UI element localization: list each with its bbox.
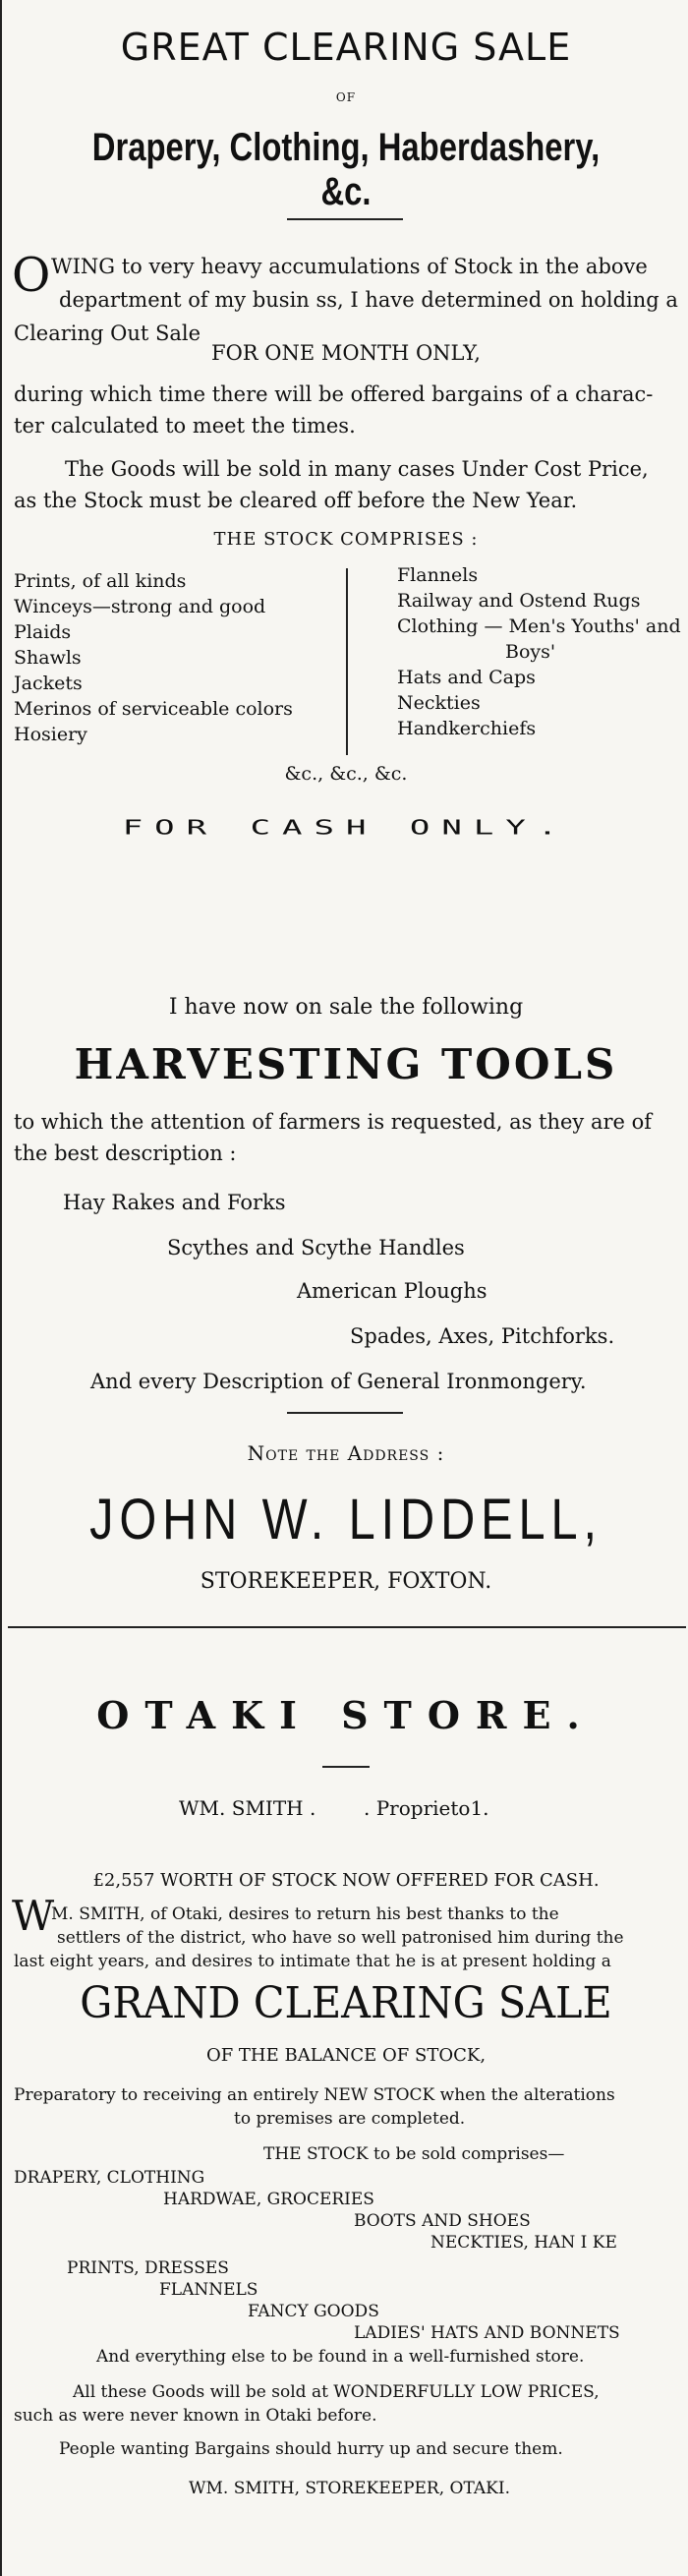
month-only: FOR ONE MONTH ONLY, [211, 341, 481, 365]
during-line-2: ter calculated to meet the times. [14, 414, 356, 438]
divider [287, 218, 403, 220]
farmers-line-1: to which the attention of farmers is requested, as they are of [14, 1110, 653, 1134]
proprietor-label: . Proprieto1. [364, 1796, 489, 1820]
thanks-line-1: M. SMITH, of Otaki, desires to return his best thanks to the [51, 1904, 559, 1924]
list-item: Hats and Caps [397, 667, 536, 688]
list-item: BOOTS AND SHOES [354, 2211, 531, 2231]
thanks-line-3: last eight years, and desires to intimate that he is at present holding a [14, 1952, 611, 1971]
grand-sale: GRAND CLEARING SALE [80, 1978, 612, 2028]
bargains-line: People wanting Bargains should hurry up and secure them. [59, 2439, 563, 2459]
intro-line-2: department of my busin ss, I have determined on holding a [59, 288, 678, 312]
stock-heading-2: THE STOCK to be sold comprises— [263, 2144, 565, 2164]
during-line-1: during which time there will be offered bargains of a charac- [14, 382, 654, 406]
column-divider [346, 568, 348, 755]
subhead: Drapery, Clothing, Haberdashery, &c. [91, 126, 601, 213]
low-prices-1: All these Goods will be sold at WONDERFULLY LOW PRICES, [73, 2382, 600, 2402]
etc-line: &c., &c., &c. [284, 763, 408, 785]
list-item: Winceys—strong and good [14, 596, 266, 617]
divider [287, 1412, 403, 1414]
intro-line-1: WING to very heavy accumulations of Stock in the above [51, 255, 648, 278]
storekeeper-line: STOREKEEPER, FOXTON. [200, 1569, 492, 1594]
list-item: FANCY GOODS [248, 2302, 379, 2321]
list-item: Shawls [14, 647, 82, 669]
ironmongery: And every Description of General Ironmongery. [90, 1370, 587, 1393]
tools-heading: HARVESTING TOOLS [74, 1040, 618, 1088]
divider [322, 1766, 370, 1768]
list-item: Prints, of all kinds [14, 570, 187, 592]
stock-list-left [14, 568, 293, 747]
store-name: OTAKI STORE. [96, 1693, 596, 1737]
stock-list-right [397, 562, 681, 741]
list-item: Clothing — Men's Youths' and [397, 615, 681, 637]
list-item: Merinos of serviceable colors [14, 698, 293, 720]
tool-item: Scythes and Scythe Handles [167, 1236, 465, 1259]
tool-item: American Ploughs [297, 1279, 487, 1303]
tool-item: Hay Rakes and Forks [63, 1191, 286, 1214]
intro-line-3: Clearing Out Sale [14, 322, 201, 345]
list-item: Railway and Ostend Rugs [397, 590, 641, 612]
proprietor: WM. SMITH . [179, 1796, 316, 1820]
farmers-line-2: the best description : [14, 1142, 237, 1165]
stock-offer: £2,557 WORTH OF STOCK NOW OFFERED FOR CASH. [92, 1870, 600, 1891]
list-item: DRAPERY, CLOTHING [14, 2168, 205, 2188]
low-prices-2: such as were never known in Otaki before. [14, 2406, 377, 2426]
list-item: FLANNELS [159, 2280, 258, 2300]
tool-item: Spades, Axes, Pitchforks. [350, 1324, 615, 1348]
on-sale: I have now on sale the following [168, 995, 524, 1020]
proprietor-name: JOHN W. LIDDELL, [89, 1488, 602, 1551]
list-item: PRINTS, DRESSES [67, 2258, 229, 2278]
list-item: LADIES' HATS AND BONNETS [354, 2323, 620, 2343]
stock-heading: THE STOCK COMPRISES : [213, 529, 479, 550]
drop-cap: O [12, 248, 51, 303]
goods-line-1: The Goods will be sold in many cases Under Cost Price, [65, 457, 649, 481]
cash-only: FOR CASH ONLY. [122, 816, 570, 840]
section-divider [8, 1626, 686, 1628]
drop-cap: W [12, 1892, 55, 1940]
list-item: Jackets [14, 673, 83, 694]
goods-line-2: as the Stock must be cleared off before the New Year. [14, 489, 578, 512]
list-item: Plaids [14, 621, 72, 643]
headline: GREAT CLEARING SALE [120, 26, 572, 69]
thanks-line-2: settlers of the district, who have so well patronised him during the [57, 1928, 624, 1948]
list-item: Boys' [505, 641, 556, 663]
prep-line-1: Preparatory to receiving an entirely NEW STOCK when the alterations [14, 2085, 615, 2105]
list-item: Neckties [397, 692, 481, 714]
everything-line: And everything else to be found in a well-furnished store. [96, 2347, 585, 2367]
list-item: HARDWAE, GROCERIES [163, 2190, 374, 2209]
list-item: Hosiery [14, 724, 87, 745]
prep-line-2: to premises are completed. [234, 2109, 466, 2129]
list-item: Flannels [397, 564, 479, 586]
list-item: Handkerchiefs [397, 718, 537, 739]
list-item: NECKTIES, HAN I KE [430, 2233, 617, 2253]
of-label: OF [335, 90, 357, 104]
balance-line: OF THE BALANCE OF STOCK, [205, 2045, 487, 2066]
address-note: Note the Address : [247, 1441, 445, 1465]
signature-line: WM. SMITH, STOREKEEPER, OTAKI. [189, 2479, 510, 2498]
